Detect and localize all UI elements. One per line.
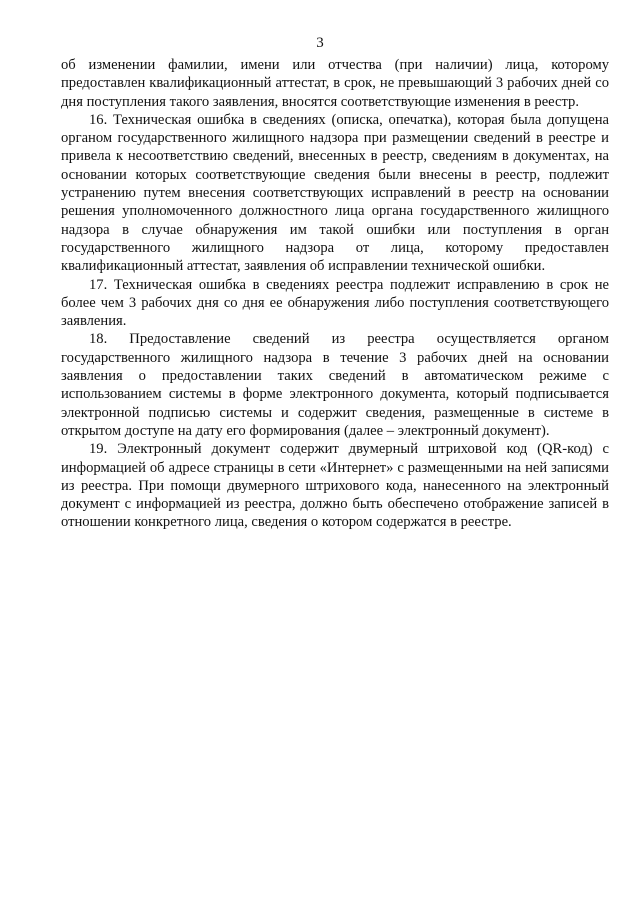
paragraph-item-18: 18. Предоставление сведений из реестра осуществляется органом государственного жилищного надзора в течение 3 рабочих дней на основании заявления о предоставлении таких сведений в автоматическом режиме с использованием системы в форме электронного документа, который подписывается электронной подписью системы и содержит сведения, размещенные в системе в открытом доступе на дату его формирования (далее – электронный документ). [61, 331, 609, 439]
paragraph-item-19: 19. Электронный документ содержит двумерный штриховой код (QR-код) с информацией об адресе страницы в сети «Интернет» с размещенными на ней записями из реестра. При помощи двумерного штрихового кода, нанесенного на электронный документ с информацией из реестра, должно быть обеспечено отображение записей в отношении конкретного лица, сведения о котором содержатся в реестре. [61, 441, 609, 531]
paragraph-item-16: 16. Техническая ошибка в сведениях (описка, опечатка), которая была допущена органом государственного жилищного надзора при размещении сведений в реестре и привела к несоответствию сведений, внесенных в реестр, сведениям в документах, на основании которых соответствующие сведения были внесены в реестр, подлежит устранению путем внесения соответствующих исправлений в реестр на основании решения уполномоченного должностного лица органа государственного жилищного надзора в случае обнаружения им такой ошибки или поступления в орган государственного жилищного надзора от лица, которому предоставлен квалификационный аттестат, заявления об исправлении технической ошибки. [61, 111, 609, 275]
page-number: 3 [316, 35, 324, 51]
document-body [61, 56, 609, 532]
paragraph-continuation: об изменении фамилии, имени или отчества (при наличии) лица, которому предоставлен квалификационный аттестат, в срок, не превышающий 3 рабочих дней со дня поступления такого заявления, вносятся соответствующие изменения в реестр. [61, 57, 609, 110]
paragraph-item-17: 17. Техническая ошибка в сведениях реестра подлежит исправлению в срок не более чем 3 рабочих дня со дня ее обнаружения либо поступления соответствующего заявления. [61, 276, 609, 330]
